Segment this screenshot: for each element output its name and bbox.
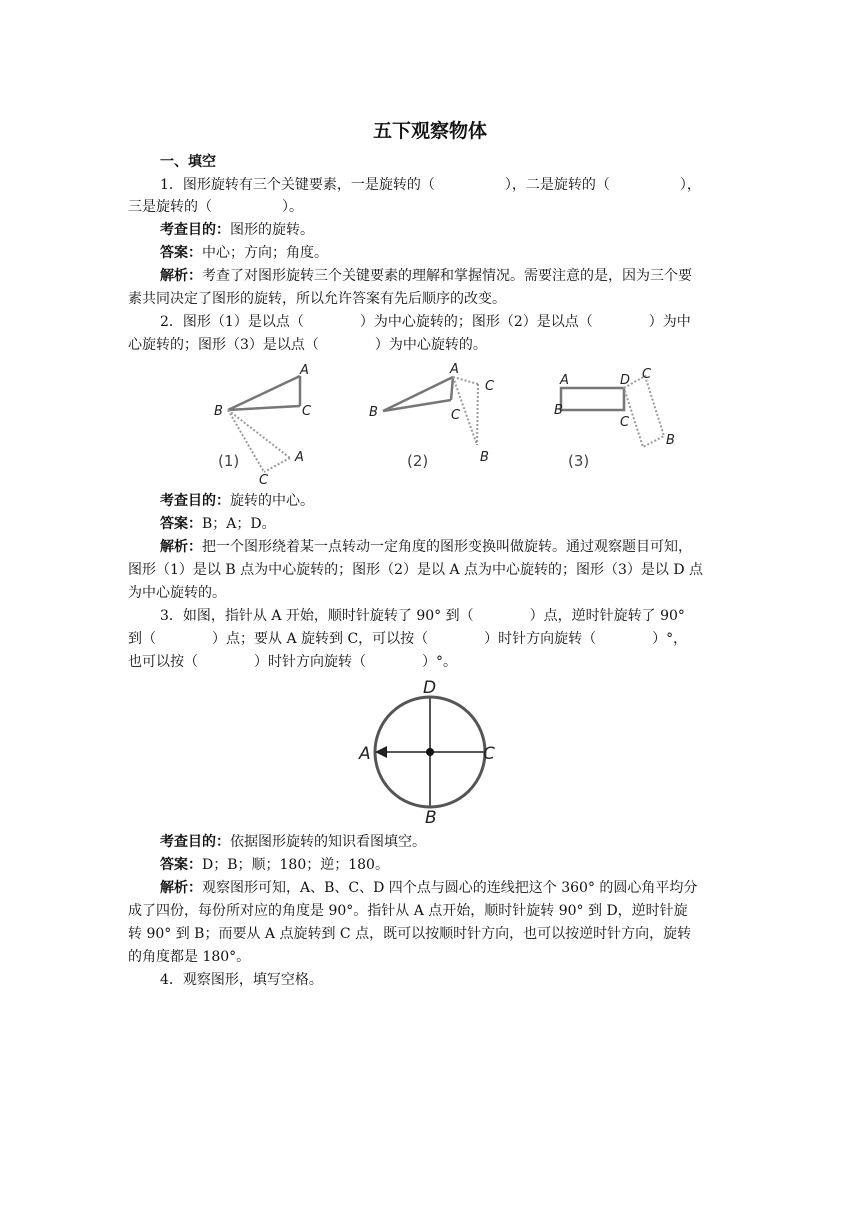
dial-label-a: A xyxy=(359,744,371,764)
fig2-label-b: B xyxy=(369,405,378,420)
fig1-label-a: A xyxy=(300,363,309,378)
q3-question-line1: 3．如图，指针从 A 开始，顺时针旋转了 90° 到（ ）点，逆时针旋转了 90° xyxy=(160,608,685,624)
analysis-label: 解析： xyxy=(160,539,202,555)
answer-label: 答案： xyxy=(160,516,202,532)
fig3-label-c: C xyxy=(620,415,630,430)
q1-answer xyxy=(160,243,328,263)
q1-question-line1: 1．图形旋转有三个关键要素，一是旋转的（ ），二是旋转的（ ）， xyxy=(160,177,701,193)
fig1-label-b: B xyxy=(214,404,223,419)
answer-text: D；B；顺；180；逆；180。 xyxy=(202,857,389,873)
fig1-caption: (1) xyxy=(218,452,240,470)
fig1-label-c2: C xyxy=(259,473,269,488)
purpose-text: 旋转的中心。 xyxy=(230,493,314,509)
q3-question-line2: 到（ ）点；要从 A 旋转到 C，可以按（ ）时针方向旋转（ ）°， xyxy=(128,631,688,647)
analysis-text: 观察图形可知，A、B、C、D 四个点与圆心的连线把这个 360° 的圆心角平均分 xyxy=(202,880,698,896)
q3-question-line3: 也可以按（ ）时针方向旋转（ ）°。 xyxy=(128,654,457,670)
fig3-label-b2: B xyxy=(666,433,675,448)
q3-analysis-line4: 的角度都是 180°。 xyxy=(128,949,251,965)
q2-question-line2: 心旋转的；图形（3）是以点（ ）为中心旋转的。 xyxy=(128,337,487,353)
rotation-figure-2 xyxy=(365,360,505,470)
analysis-label: 解析： xyxy=(160,268,202,284)
fig1-label-c: C xyxy=(302,404,312,419)
answer-text: B；A；D。 xyxy=(202,516,276,532)
q2-analysis xyxy=(160,537,692,557)
dial-center-dot xyxy=(426,748,434,756)
rotation-figure-1 xyxy=(200,360,320,488)
fig3-label-c2: C xyxy=(642,367,652,382)
dial-label-c: C xyxy=(483,744,495,764)
fig1-triangle xyxy=(228,376,300,410)
fig2-caption: (2) xyxy=(407,452,429,470)
fig2-label-a: A xyxy=(450,362,459,377)
q3-analysis-line2: 成了四份，每份所对应的角度是 90°。指针从 A 点开始，顺时针旋转 90° 到 D，逆时针旋 xyxy=(128,903,688,919)
fig1-label-a2: A xyxy=(295,450,304,465)
q3-purpose xyxy=(160,832,426,852)
dial-label-d: D xyxy=(423,678,437,698)
purpose-text: 依据图形旋转的知识看图填空。 xyxy=(230,834,426,850)
q2-question-line1: 2．图形（1）是以点（ ）为中心旋转的；图形（2）是以点（ ）为中 xyxy=(160,314,691,330)
q2-analysis-line2: 图形（1）是以 B 点为中心旋转的；图形（2）是以 A 点为中心旋转的；图形（3）是以 D 点 xyxy=(128,562,704,578)
q3-analysis-line3: 转 90° 到 B；而要从 A 点旋转到 C 点，既可以按顺时针方向，也可以按逆时针方向，旋转 xyxy=(128,926,692,942)
fig3-label-b: B xyxy=(554,403,563,418)
q3-analysis xyxy=(160,878,697,898)
page-title: 五下观察物体 xyxy=(372,120,487,142)
answer-label: 答案： xyxy=(160,857,202,873)
q2-purpose xyxy=(160,491,314,511)
q1-analysis-line2: 素共同决定了图形的旋转，所以允许答案有先后顺序的改变。 xyxy=(128,291,506,307)
clock-dial-figure xyxy=(355,675,505,828)
fig3-label-d: D xyxy=(620,373,631,388)
fig2-label-c: C xyxy=(451,408,461,423)
fig1-rotated-triangle xyxy=(228,410,290,458)
section-heading: 一、填空 xyxy=(160,154,216,170)
analysis-label: 解析： xyxy=(160,880,202,896)
fig2-label-c2: C xyxy=(485,379,495,394)
q2-analysis-line3: 为中心旋转的。 xyxy=(128,585,226,601)
q3-answer xyxy=(160,855,389,875)
analysis-text: 考查了对图形旋转三个关键要素的理解和掌握情况。需要注意的是，因为三个要 xyxy=(202,268,692,284)
fig2-label-b2: B xyxy=(480,450,489,465)
fig2-rotated-triangle xyxy=(453,377,478,384)
q4-question-line1: 4．观察图形，填写空格。 xyxy=(160,972,323,988)
fig3-label-a: A xyxy=(560,373,569,388)
purpose-label: 考查目的： xyxy=(160,834,230,850)
purpose-text: 图形的旋转。 xyxy=(230,222,314,238)
q1-purpose xyxy=(160,220,314,240)
q1-question-line2: 三是旋转的（ ）。 xyxy=(128,199,303,215)
answer-text: 中心；方向；角度。 xyxy=(202,245,328,261)
q2-answer xyxy=(160,514,276,534)
dial-label-b: B xyxy=(425,808,437,828)
q1-analysis xyxy=(160,266,692,286)
pointer-arrow-icon xyxy=(375,746,387,758)
purpose-label: 考查目的： xyxy=(160,222,230,238)
analysis-text: 把一个图形绕着某一点转动一定角度的图形变换叫做旋转。通过观察题目可知， xyxy=(202,539,692,555)
answer-label: 答案： xyxy=(160,245,202,261)
fig3-caption: (3) xyxy=(568,452,590,470)
purpose-label: 考查目的： xyxy=(160,493,230,509)
rotation-figure-3 xyxy=(550,362,690,472)
fig3-rectangle xyxy=(561,388,624,410)
